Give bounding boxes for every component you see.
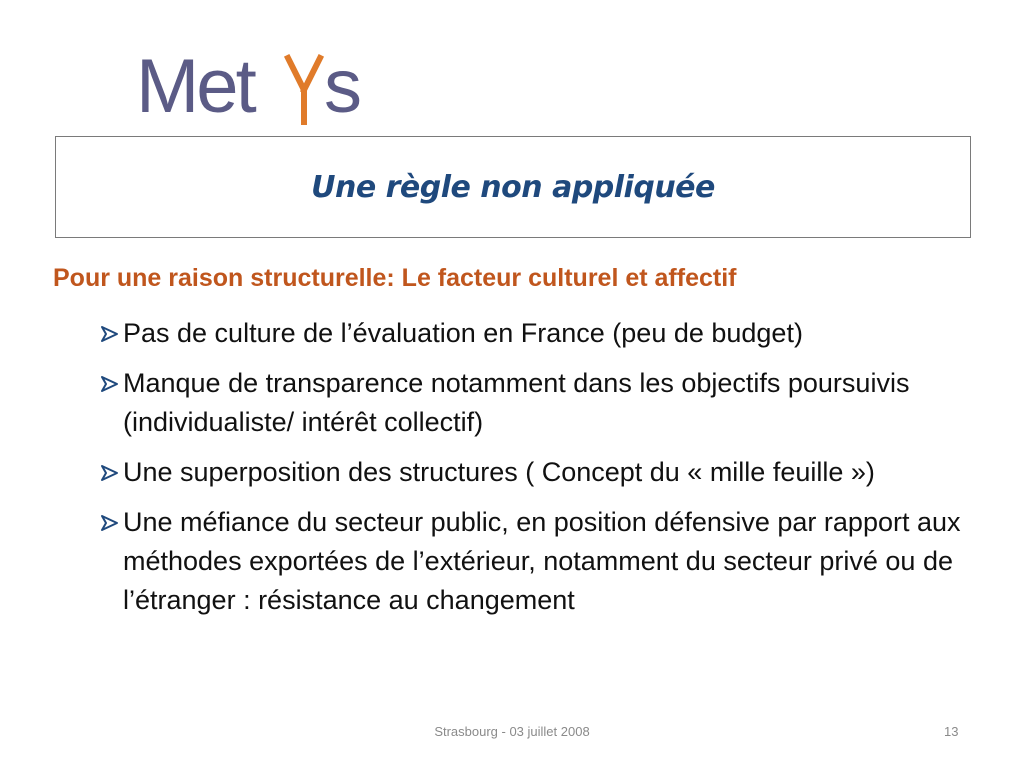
section-heading: Pour une raison structurelle: Le facteur culturel et affectif [53, 264, 737, 292]
bullet-text: Manque de transparence notamment dans les objectifs poursuivis (individualiste/ intérêt collectif) [123, 368, 910, 437]
bullet-text: Une méfiance du secteur public, en position défensive par rapport aux méthodes exportées de l’extérieur, notamment du secteur privé ou de l’étranger : résistance au changement [123, 507, 961, 615]
bullet-text: Une superposition des structures ( Concept du « mille feuille ») [123, 457, 875, 487]
list-item [100, 503, 1000, 620]
logo-text-s: s [324, 44, 362, 128]
bullet-text: Pas de culture de l’évaluation en France (peu de budget) [123, 318, 803, 348]
arrow-bullet-icon [100, 453, 123, 492]
footer-event-date: Strasbourg - 03 juillet 2008 [434, 724, 590, 739]
logo-text-met: Met [136, 44, 254, 128]
page-number: 13 [944, 724, 959, 739]
metys-logo [136, 38, 366, 128]
list-item [100, 314, 1000, 353]
logo-y-mark [288, 58, 320, 122]
arrow-bullet-icon [100, 503, 123, 542]
title-box [55, 136, 971, 238]
slide-title: Une règle non appliquée [311, 169, 715, 205]
metys-logo-graphic [136, 38, 366, 128]
list-item [100, 453, 1000, 492]
bullet-list [100, 314, 1000, 631]
arrow-bullet-icon [100, 364, 123, 403]
arrow-bullet-icon [100, 314, 123, 353]
list-item [100, 364, 1000, 442]
